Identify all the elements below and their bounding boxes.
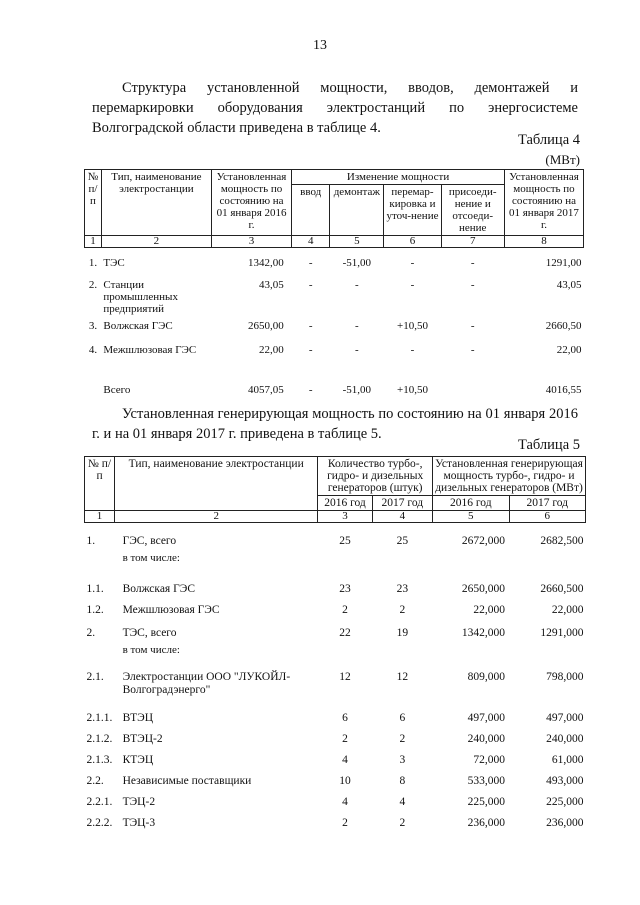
table-row	[85, 523, 586, 580]
station-name-cell	[115, 793, 318, 814]
table-row	[85, 315, 584, 339]
row-number: 1.	[86, 535, 96, 547]
t5-header-count: Количество турбо-, гидро- и дизельных генераторов (штук)	[318, 457, 433, 496]
t5-column-numbers	[85, 511, 586, 523]
row-number: 2.1.1.	[86, 711, 113, 724]
t4-column-number: 1	[85, 236, 102, 248]
change-remark: -	[410, 257, 415, 269]
table4-unit: (МВт)	[545, 152, 580, 167]
station-name: Межшлюзовая ГЭС	[103, 343, 197, 356]
row-number: 2.2.	[86, 774, 104, 787]
t4-column-number: 3	[211, 236, 291, 248]
station-name-cell	[115, 751, 318, 772]
change-input: -	[308, 383, 313, 396]
installed-2016: 43,05	[258, 278, 284, 291]
table5-caption: Таблица 5	[517, 437, 580, 453]
station-name: Межшлюзовая ГЭС	[122, 603, 220, 616]
power-2016: 72,000	[473, 753, 505, 766]
table-5	[84, 456, 586, 835]
t4-column-number: 2	[101, 236, 211, 248]
t5-column-number: 1	[85, 511, 115, 523]
power-2017: 240,000	[546, 732, 584, 745]
count-2016: 4	[342, 753, 348, 766]
count-2016: 2	[342, 732, 348, 745]
count-2017: 25	[396, 535, 409, 547]
table-row	[85, 580, 586, 601]
count-2016: 6	[342, 711, 348, 724]
change-input: -	[308, 343, 313, 356]
count-2016: 2	[342, 816, 348, 829]
change-dismantle: -51,00	[342, 383, 372, 396]
count-2016: 12	[339, 670, 351, 683]
table-row	[85, 772, 586, 793]
change-attach: -	[470, 278, 475, 291]
table-row	[85, 709, 586, 730]
count-2017: 2	[399, 603, 406, 616]
station-name: ТЭЦ-2	[122, 795, 156, 808]
table-row	[85, 274, 584, 315]
count-2016: 25	[339, 535, 351, 547]
power-2016: 809,000	[467, 670, 505, 683]
count-2017: 2	[399, 816, 406, 829]
row-number: 2.2.1.	[86, 795, 113, 808]
t4-column-number: 6	[384, 236, 441, 248]
change-attach: -	[470, 319, 475, 332]
row-number	[85, 379, 102, 401]
count-2016: 4	[342, 795, 348, 808]
t4-column-number: 5	[330, 236, 384, 248]
count-2017: 8	[399, 774, 406, 787]
t4-header-installed-2017: Установленная мощность по состоянию на 01 января 2017 г.	[504, 170, 583, 236]
row-number: 3.	[88, 319, 98, 332]
t5-header-power: Установленная генерирующая мощность турбо-, гидро- и дизельных генераторов (МВт)	[433, 457, 586, 496]
t4-header-remark: перемар-кировка и уточ-нение	[384, 185, 441, 236]
table-row	[85, 668, 586, 709]
station-name: ВТЭЦ-2	[122, 732, 163, 745]
t5-header-num: № п/п	[85, 457, 115, 511]
count-2016: 23	[339, 582, 351, 595]
installed-2016: 2650,00	[247, 319, 284, 332]
station-name-cell	[115, 601, 318, 624]
change-dismantle: -	[355, 343, 359, 356]
count-2017: 6	[399, 711, 406, 724]
t4-column-number: 4	[292, 236, 330, 248]
table-row	[85, 339, 584, 379]
intro-paragraph: Структура установленной мощности, вводов, демонтажей и перемаркировки оборудования электростанций по энергосистеме Волгоградской области приведена в таблице 4.	[92, 80, 578, 136]
power-2017: 236,000	[546, 816, 584, 829]
t5-header-power-2017: 2017 год	[509, 496, 586, 511]
station-name: ВТЭЦ	[122, 711, 154, 724]
station-name: Всего	[103, 383, 131, 396]
table-4	[84, 169, 584, 401]
station-name: Электростанции ООО "ЛУКОЙЛ-Волгоградэнерго"	[122, 670, 291, 696]
count-2016: 22	[339, 626, 351, 639]
installed-2017: 1291,00	[545, 257, 582, 269]
station-name-cell	[115, 709, 318, 730]
installed-2016: 22,00	[258, 343, 284, 356]
table-row	[85, 248, 584, 274]
count-2016: 10	[339, 774, 351, 787]
station-name-cell	[115, 730, 318, 751]
count-2017: 2	[399, 732, 406, 745]
power-2016: 2650,000	[461, 582, 505, 595]
change-remark: -	[410, 278, 415, 291]
change-attach	[441, 379, 504, 401]
row-number: 1.2.	[86, 603, 104, 616]
row-number: 2.2.2.	[86, 816, 113, 829]
change-remark: +10,50	[396, 319, 428, 332]
change-input: -	[308, 278, 313, 291]
t4-header-installed-2016: Установленная мощность по состоянию на 01 января 2016 г.	[211, 170, 291, 236]
power-2016: 2672,000	[461, 535, 505, 547]
power-2017: 2660,500	[540, 582, 584, 595]
t5-column-number: 2	[115, 511, 318, 523]
t5-header-power-2016: 2016 год	[433, 496, 509, 511]
table-row	[85, 814, 586, 835]
installed-2017: 2660,50	[545, 319, 582, 332]
station-name-cell	[115, 624, 318, 668]
table-row	[85, 379, 584, 401]
installed-2016: 1342,00	[247, 257, 284, 269]
subtitle-text: в том числе:	[122, 552, 180, 564]
t5-column-number: 3	[318, 511, 372, 523]
station-name: ТЭЦ-3	[122, 816, 156, 829]
power-2017: 1291,000	[540, 626, 584, 639]
row-number: 2.1.3.	[86, 753, 113, 766]
station-name-cell	[115, 668, 318, 709]
change-dismantle: -51,00	[342, 257, 372, 269]
row-number: 2.1.2.	[86, 732, 113, 745]
station-name: ТЭС, всего	[122, 626, 177, 639]
power-2017: 225,000	[546, 795, 584, 808]
t4-header-num: № п/п	[85, 170, 102, 236]
power-2016: 1342,000	[461, 626, 505, 639]
change-dismantle: -	[355, 278, 359, 291]
change-input: -	[308, 319, 313, 332]
power-2016: 240,000	[467, 732, 505, 745]
t4-column-number: 7	[441, 236, 504, 248]
page-number: 13	[313, 38, 327, 53]
subtitle-text: в том числе:	[122, 643, 180, 656]
station-name-cell	[115, 814, 318, 835]
change-attach: -	[470, 343, 475, 356]
station-name: ГЭС, всего	[122, 535, 177, 547]
change-remark: +10,50	[396, 383, 428, 396]
change-input: -	[308, 257, 313, 269]
t4-header-input: ввод	[292, 185, 330, 236]
row-number: 2.	[86, 626, 96, 639]
row-number: 2.1.	[86, 670, 104, 683]
installed-2017: 22,00	[556, 343, 582, 356]
row-number: 4.	[88, 343, 98, 356]
count-2016: 2	[342, 603, 348, 616]
t4-column-numbers	[85, 236, 584, 248]
table4-caption: Таблица 4	[517, 132, 580, 148]
power-2016: 533,000	[467, 774, 505, 787]
change-dismantle: -	[355, 319, 359, 332]
table-row	[85, 730, 586, 751]
power-2016: 236,000	[467, 816, 505, 829]
second-paragraph: Установленная генерирующая мощность по состоянию на 01 января 2016 г. и на 01 января 2017 г. приведена в таблице 5.	[92, 406, 578, 442]
t4-header-change: Изменение мощности	[292, 170, 505, 185]
installed-2017: 4016,55	[545, 383, 582, 396]
power-2016: 497,000	[467, 711, 505, 724]
change-remark: -	[410, 343, 415, 356]
t5-header-count-2017: 2017 год	[372, 496, 432, 511]
power-2017: 2682,500	[540, 535, 584, 547]
t4-header-name: Тип, наименование электростанции	[101, 170, 211, 236]
station-name-cell	[115, 772, 318, 793]
station-name: ТЭС	[103, 257, 125, 269]
station-name: Независимые поставщики	[122, 774, 252, 787]
t5-header-count-2016: 2016 год	[318, 496, 372, 511]
count-2017: 4	[399, 795, 406, 808]
power-2017: 61,000	[551, 753, 584, 766]
installed-2017: 43,05	[556, 278, 582, 291]
station-name: Волжская ГЭС	[122, 582, 196, 595]
power-2017: 493,000	[546, 774, 584, 787]
table-row	[85, 751, 586, 772]
power-2017: 22,000	[551, 603, 584, 616]
station-name-cell	[115, 523, 318, 580]
table-row	[85, 624, 586, 668]
row-number: 1.1.	[86, 582, 104, 595]
count-2017: 19	[396, 626, 409, 639]
t5-column-number: 6	[509, 511, 586, 523]
t4-column-number: 8	[504, 236, 583, 248]
power-2016: 225,000	[467, 795, 505, 808]
station-name-cell	[115, 580, 318, 601]
t4-header-attach: присоеди-нение и отсоеди-нение	[441, 185, 504, 236]
t5-header-name: Тип, наименование электростанции	[115, 457, 318, 511]
change-attach: -	[470, 257, 475, 269]
t4-header-dismantle: демонтаж	[330, 185, 384, 236]
power-2017: 798,000	[546, 670, 584, 683]
station-name: Волжская ГЭС	[103, 319, 173, 332]
installed-2016: 4057,05	[247, 383, 284, 396]
t5-column-number: 5	[433, 511, 509, 523]
count-2017: 23	[396, 582, 409, 595]
count-2017: 12	[396, 670, 409, 683]
row-number: 1.	[88, 257, 98, 269]
t5-column-number: 4	[372, 511, 432, 523]
power-2016: 22,000	[473, 603, 505, 616]
power-2017: 497,000	[546, 711, 584, 724]
station-name: Станции промышленных предприятий	[103, 278, 178, 315]
count-2017: 3	[399, 753, 406, 766]
table-row	[85, 793, 586, 814]
table-row	[85, 601, 586, 624]
station-name: КТЭЦ	[122, 753, 154, 766]
row-number: 2.	[88, 278, 98, 291]
